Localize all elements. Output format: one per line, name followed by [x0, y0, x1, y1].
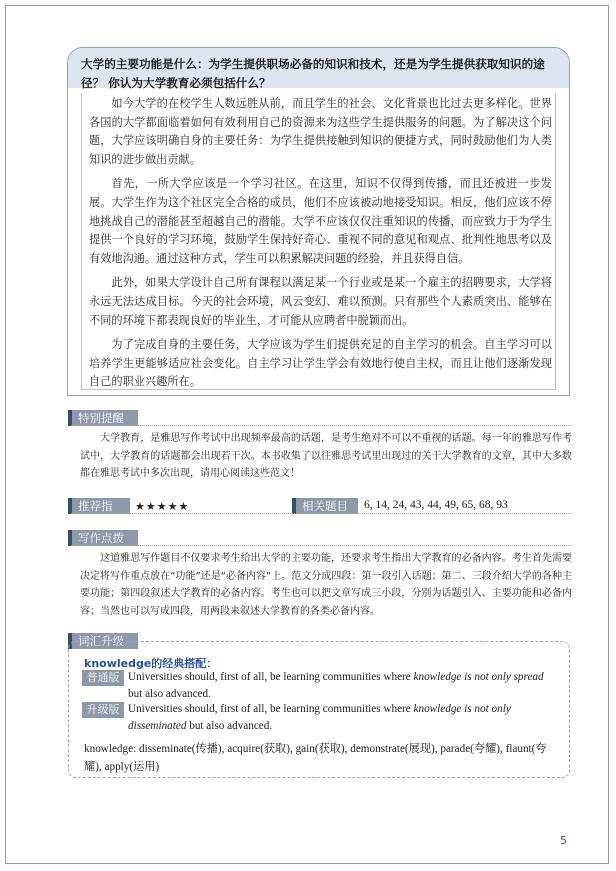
essay-paragraph: 此外，如果大学设计自己所有课程以满足某一个行业或是某一个雇主的招聘要求，大学将永远无法达成目标。今天的社会环境，风云变幻、难以预测。只有那些个人素质突出、能够在不同的环境下都表现良好的毕业生，才可能从应聘者中脱颖而出。	[89, 276, 552, 327]
section-divider	[71, 425, 571, 426]
related-questions-label: 相关题目	[292, 498, 358, 514]
special-reminder-label: 特别提醒	[68, 410, 138, 426]
keyword-title: knowledge的经典搭配：	[84, 657, 218, 670]
special-reminder-text: 大学教育，是雅思写作考试中出现频率最高的话题，是考生绝对不可以不重视的话题。每一年的雅思写作考试中，大学教育的话题都会出现若干次。本书收集了以往雅思考试里出现过的关于大学教育的文章，其中大多数都在雅思考试中多次出现，请用心阅读这些范文！	[80, 433, 572, 479]
essay-paragraph: 首先，一所大学应该是一个学习社区。在这里，知识不仅得到传播，而且还被进一步发展。大学生作为这个社区完全合格的成员，他们不应该被动地接受知识。相反，他们应该不停地挑战自己的潜能甚至超越自己的潜能。大学不应该仅仅注重知识的传播，而应致力于为学生提供一个良好的学习环境，鼓励学生保持好奇心、重视不同的意见和观点、批判性地思考以及有效地沟通。通过这种方式，学生可以积累解决问题的经验，并且获得自信。	[89, 177, 552, 265]
writing-tips-text: 这道雅思写作题目不仅要求考生给出大学的主要功能，还要求考生指出大学教育的必备内容。考生首先需要决定将写作重点放在“功能”还是“必备内容”上。范文分成四段：第一段引入话题；第二、三段介绍大学的各种主要功能；第四段叙述大学教育的必备内容。考生也可以把文章写成三小段，分别为话题引入、主要功能和必备内容；当然也可以写成四段，用两段来叙述大学教育的各类必备内容。	[80, 553, 572, 617]
upgrade-version-sentence: Universities should, first of all, be learning communities where knowledge is not only disseminated but also advanced.	[128, 703, 511, 732]
page-number: 5	[560, 834, 567, 847]
vocab-upgrade-label: 词汇升级	[68, 633, 138, 649]
essay-paragraph: 如今大学的在校学生人数远胜从前，而且学生的社会、文化背景也比过去更多样化。世界各国的大学都面临着如何有效利用自己的资源来为这些学生提供服务的问题。为了解决这个问题，大学应该明确自身的主要任务：为学生提供接触到知识的便捷方式，同时鼓励他们为人类知识的进步做出贡献。	[89, 97, 552, 166]
sample-essay	[81, 93, 556, 390]
normal-version-tag: 普通版	[82, 670, 124, 686]
writing-tips-label: 写作点拨	[68, 530, 138, 546]
rating-stars: ★★★★★	[135, 500, 190, 513]
section-divider	[71, 545, 571, 546]
question-title: 大学的主要功能是什么：为学生提供职场必备的知识和技术，还是为学生提供获取知识的途径？ 你认为大学教育必须包括什么？	[68, 48, 569, 88]
question-box	[67, 47, 570, 396]
essay-paragraph: 为了完成自身的主要任务，大学应该为学生们提供充足的自主学习的机会。自主学习可以培养学生更能够适应社会变化。自主学习让学生学会有效地行使自主权，而且让他们逐渐发现自己的职业兴趣所在。	[89, 338, 552, 389]
normal-version-sentence: Universities should, first of all, be learning communities where knowledge is not only spread but also advanced.	[128, 671, 544, 700]
label-bar	[292, 498, 296, 514]
collocation-list: knowledge: disseminate(传播), acquire(获取), gain(获取), demonstrate(展现), parade(夸耀), flaunt(夸耀), apply(运用)	[84, 743, 547, 773]
recommend-index-label: 推荐指数	[68, 498, 130, 514]
label-bar	[68, 410, 72, 426]
related-question-numbers: 6, 14, 24, 43, 44, 49, 65, 68, 93	[364, 499, 508, 511]
label-bar	[68, 498, 72, 514]
section-divider	[71, 513, 571, 514]
label-bar	[68, 530, 72, 546]
upgrade-version-tag: 升级版	[82, 702, 124, 718]
